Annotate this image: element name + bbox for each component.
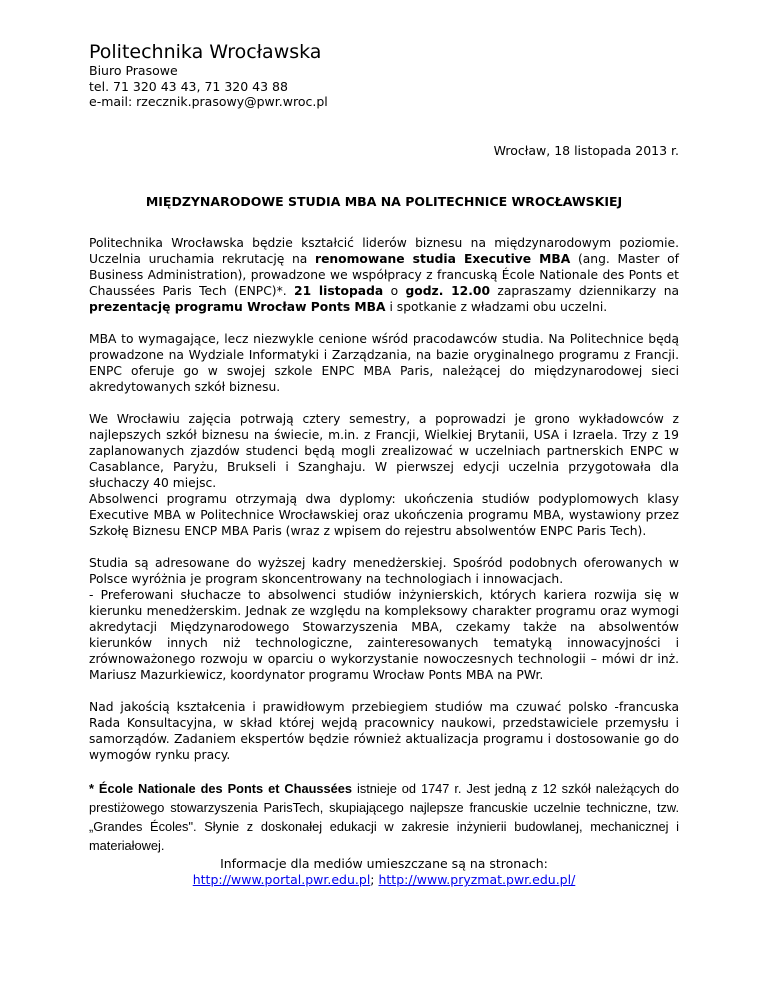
paragraph-audience: Studia są adresowane do wyższej kadry menedżerskiej. Spośród podobnych oferowanych w Polsce wyróżnia je program skoncentrowany na technologiach i innowacjach. — [89, 556, 679, 586]
paragraph-schedule: We Wrocławiu zajęcia potrwają cztery semestry, a poprowadzi je grono wykładowców z najlepszych szkół biznesu na świecie, m.in. z Francji, Wielkiej Brytanii, USA i Izraela. Trzy z 19 zaplanowanych zjazdów studenci będą mogli zrealizować w uczelniach partnerskich ENPC w Casablance, Paryżu, Brukseli i Szanghaju. W pierwszej edycji uczelnia przygotowała dla słuchaczy 40 miejsc. — [89, 412, 679, 490]
intro-bold-program: renomowane studia Executive MBA — [315, 252, 571, 266]
link-separator: ; — [370, 872, 379, 887]
intro-text-5: i spotkanie z władzami obu uczelni. — [385, 300, 608, 314]
document-body — [89, 235, 679, 871]
intro-bold-time: godz. 12.00 — [405, 284, 491, 298]
document-title: MIĘDZYNARODOWE STUDIA MBA NA POLITECHNICE WROCŁAWSKIEJ — [145, 194, 623, 209]
intro-bold-date: 21 listopada — [294, 284, 384, 298]
organization-name: Politechnika Wrocławska — [89, 41, 322, 63]
paragraph-diplomas: Absolwenci programu otrzymają dwa dyplomy: ukończenia studiów podyplomowych klasy Executive MBA w Politechnice Wrocławskiej oraz ukończenia programu MBA, wystawiony przez Szkołę Biznesu ENCP MBA Paris (wraz z wpisem do rejestru absolwentów ENPC Paris Tech). — [89, 492, 679, 538]
email-address: e-mail: rzecznik.prasowy@pwr.wroc.pl — [89, 94, 328, 109]
footnote-bold: * École Nationale des Ponts et Chaussées — [89, 781, 353, 796]
paragraph-mba-description: MBA to wymagające, lecz niezwykle cenione wśród pracodawców studia. Na Politechnice będą prowadzone na Wydziale Informatyki i Zarządzania, na bazie oryginalnego programu z Francji. ENPC oferuje go w swojej szkole ENPC MBA Paris, należącej do międzynarodowej sieci akredytowanych szkół biznesu. — [89, 332, 679, 394]
footnote — [89, 779, 679, 855]
paragraph-intro — [89, 235, 679, 315]
intro-text-1: Politechnika Wrocławska będzie kształcić liderów biznesu na międzynarodowym poziomie. Uczelnia uruchamia rekrutację na — [89, 236, 679, 266]
department: Biuro Prasowe — [89, 63, 178, 78]
media-links — [89, 872, 679, 888]
intro-text-4: zapraszamy dziennikarzy na — [490, 284, 680, 298]
intro-text-2: (ang. Master of Business Administration), prowadzone we współpracy z francuską École Nationale des Ponts et Chaussées Paris Tech (ENPC)*. — [89, 252, 679, 298]
paragraph-council: Nad jakością kształcenia i prawidłowym przebiegiem studiów ma czuwać polsko -francuska Rada Konsultacyjna, w skład której wejdą pracownicy naukowi, przedstawiciele przemysłu i samorządów. Zadaniem ekspertów będzie również aktualizacja programu i dostosowanie go do wymogów rynku pracy. — [89, 700, 679, 762]
footnote-text: istnieje od 1747 r. Jest jedną z 12 szkół należących do prestiżowego stowarzyszenia ParisTech, skupiającego najlepsze francuskie uczelnie techniczne, tzw. „Grandes Écoles". Słynie z doskonałej edukacji w zakresie inżynierii budowlanej, mechanicznej i materiałowej. — [89, 781, 679, 853]
contact-block — [89, 63, 328, 110]
paragraph-quote: - Preferowani słuchacze to absolwenci studiów inżynierskich, których kariera rozwija się w kierunku menedżerskim. Jednak ze względu na kompleksowy charakter programu oraz wymogi akredytacji Międzynarodowego Stowarzyszenia MBA, czekamy także na absolwentów kierunków innych niż technologiczne, zainteresowanych tematyką innowacyjności i zrównoważonego rozwoju w oparciu o wykorzystanie nowoczesnych technologii – mówi dr inż. Mariusz Mazurkiewicz, koordynator programu Wrocław Ponts MBA na PWr. — [89, 588, 679, 682]
intro-text-3: o — [383, 284, 406, 298]
phone-numbers: tel. 71 320 43 43, 71 320 43 88 — [89, 78, 288, 94]
media-info-footer — [89, 856, 679, 888]
date-line: Wrocław, 18 listopada 2013 r. — [493, 143, 679, 158]
media-info-text: Informacje dla mediów umieszczane są na stronach: — [220, 856, 548, 871]
portal-link[interactable]: http://www.portal.pwr.edu.pl — [192, 872, 371, 887]
intro-bold-presentation: prezentację programu Wrocław Ponts MBA — [89, 300, 386, 314]
pryzmat-link[interactable]: http://www.pryzmat.pwr.edu.pl/ — [378, 872, 576, 887]
